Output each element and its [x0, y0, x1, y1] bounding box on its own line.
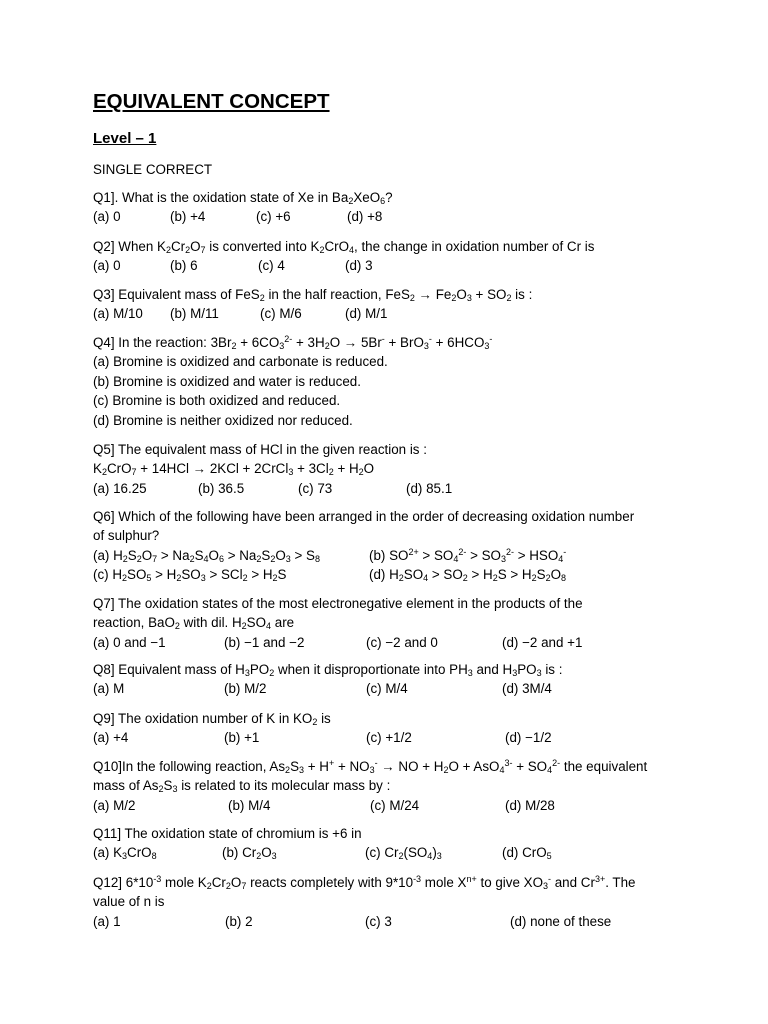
question-8: [93, 660, 693, 699]
question-text: Q8] Equivalent mass of $H_3PO_2$ when it disproportionate into $PH_3$ and $H_3PO_3$ is :: [93, 662, 563, 678]
question-text: Q1]. What is the oxidation state of Xe in $Ba_2XeO_6$?: [93, 190, 393, 206]
option-a: (a) M: [93, 681, 125, 697]
question-12: [93, 873, 693, 931]
level-heading: Level – 1: [93, 130, 157, 147]
question-7: [93, 594, 693, 652]
section-label: SINGLE CORRECT: [93, 162, 213, 177]
question-4: [93, 333, 693, 430]
option-b: (b) M/2: [224, 681, 267, 697]
option-c: (c) 4: [258, 258, 285, 274]
question-text: Q5] The equivalent mass of HCl in the given reaction is :: [93, 442, 427, 457]
options-row: [93, 565, 693, 584]
question-6: [93, 507, 693, 585]
option-line: (c) Bromine is both oxidized and reduced.: [93, 393, 341, 409]
option-b: (b) M/4: [228, 797, 271, 813]
option-a: (a) M/10: [93, 306, 143, 322]
option-d: (d) −1/2: [505, 730, 552, 746]
question-text-continued: $K_2CrO_7 + 14HCl \to 2KCl$ + 2CrCl$_3$ + $3Cl_2 + H_2O$: [93, 461, 375, 478]
option-b: (b) $SO^{2+} > SO_4^{2-} > SO_3^{2-} > HSO_4^-$: [369, 546, 567, 564]
option-a: (a) +4: [93, 730, 129, 746]
option-a: (a) M/2: [93, 797, 136, 813]
options-row: [93, 207, 693, 226]
options-row: [93, 843, 693, 862]
options-row: [93, 479, 693, 498]
option-b: (b) $Cr_2O_3$: [222, 845, 277, 862]
option-b: (b) +4: [170, 209, 206, 225]
options-row: [93, 796, 693, 815]
option-c: (c) M/24: [370, 797, 420, 813]
question-text-continued: reaction, BaO$_2$ with dil. $H_2SO_4$ are: [93, 615, 295, 632]
options-row: [93, 912, 693, 931]
option-c: (c) +1/2: [366, 730, 412, 746]
option-b: (b) +1: [224, 730, 260, 746]
question-text: Q10]In the following reaction, $As_2S_3 + H^+ + NO_3^-$ → NO + $H_2O + AsO_4^{3-} + SO_4^{2-}$ the equivalent: [93, 758, 648, 775]
question-5: [93, 440, 693, 498]
option-line: (d) Bromine is neither oxidized nor reduced.: [93, 412, 353, 428]
question-2: [93, 237, 693, 276]
option-d: (d) 85.1: [406, 480, 453, 496]
options-row: [93, 728, 693, 747]
question-text: Q4] In the reaction: $3Br_2 + 6CO_3^{2-} + 3H_2O \to 5Br^- + BrO_3^- + 6HCO_3^-$: [93, 334, 493, 351]
option-a: (a) $H_2S_2O_7 > Na_2S_4O_6 > Na_2S_2O_3 > S_8$: [93, 547, 320, 564]
question-text: Q2] When $K_2Cr_2O_7$ is converted into $K_2CrO_4$, the change in oxidation number of Cr is: [93, 239, 595, 255]
options-row: [93, 679, 693, 698]
question-text: Q12] $6*10^{-3}$ mole $K_2Cr_2O_7$ reacts completely with $9*10^{-3}$ mole $X^{n+}$ to give $XO_3^-$ and $Cr^{3+}$. The: [93, 874, 636, 891]
option-d: (d) M/1: [345, 306, 388, 322]
option-b: (b) 36.5: [198, 480, 245, 496]
option-a: (a) 0 and −1: [93, 634, 166, 650]
options-row: [93, 546, 693, 565]
options-row: [93, 304, 693, 323]
option-c: (c) $Cr_2(SO_4)_3$: [365, 845, 442, 862]
question-text: Q9] The oxidation number of K in $KO_2$ is: [93, 711, 331, 727]
question-text: Q3] Equivalent mass of FeS$_2$ in the half reaction, $FeS_2 \to Fe_2O_3 + SO_2$ is :: [93, 287, 533, 303]
option-d: (d) CrO$_5$: [502, 845, 552, 862]
option-d: (d) $H_2SO_4 > SO_2 > H_2S > H_2S_2O_8$: [369, 567, 567, 584]
question-11: [93, 824, 693, 863]
option-line: (a) Bromine is oxidized and carbonate is reduced.: [93, 354, 388, 370]
option-a: (a) $K_3CrO_8$: [93, 845, 157, 862]
option-d: (d) M/28: [505, 797, 555, 813]
option-c: (c) −2 and 0: [366, 634, 438, 650]
options-row: [93, 256, 693, 275]
question-1: [93, 188, 693, 227]
question-text-continued: mass of $As_2S_3$ is related to its molecular mass by :: [93, 778, 391, 795]
option-c: (c) 73: [298, 480, 333, 496]
option-c: (c) M/4: [366, 681, 408, 697]
question-3: [93, 285, 693, 324]
question-text: Q7] The oxidation states of the most electronegative element in the products of the: [93, 596, 583, 611]
option-d: (d) 3M/4: [502, 681, 552, 697]
option-c: (c) +6: [256, 209, 291, 225]
question-9: [93, 709, 693, 748]
option-b: (b) −1 and −2: [224, 634, 305, 650]
question-10: [93, 757, 693, 815]
option-b: (b) 2: [225, 913, 253, 929]
option-c: (c) M/6: [260, 306, 302, 322]
question-text: Q6] Which of the following have been arranged in the order of decreasing oxidation number: [93, 509, 635, 524]
option-c: (c) 3: [365, 913, 392, 929]
question-text-continued: of sulphur?: [93, 528, 160, 544]
option-a: (a) 16.25: [93, 480, 147, 496]
question-text-continued: value of n is: [93, 894, 165, 910]
option-a: (a) 1: [93, 913, 121, 929]
page-title: EQUIVALENT CONCEPT: [93, 90, 330, 113]
option-a: (a) 0: [93, 258, 121, 274]
options-row: [93, 633, 693, 652]
option-d: (d) −2 and +1: [502, 634, 583, 650]
option-d: (d) none of these: [510, 913, 612, 929]
option-line: (b) Bromine is oxidized and water is reduced.: [93, 373, 361, 389]
option-d: (d) 3: [345, 258, 373, 274]
option-a: (a) 0: [93, 209, 121, 225]
option-d: (d) +8: [347, 209, 383, 225]
option-b: (b) 6: [170, 258, 198, 274]
question-text: Q11] The oxidation state of chromium is +6 in: [93, 826, 362, 841]
option-c: (c) $H_2SO_5 > H_2SO_3 > SCl_2 > H_2S$: [93, 567, 287, 584]
option-b: (b) M/11: [170, 306, 219, 322]
